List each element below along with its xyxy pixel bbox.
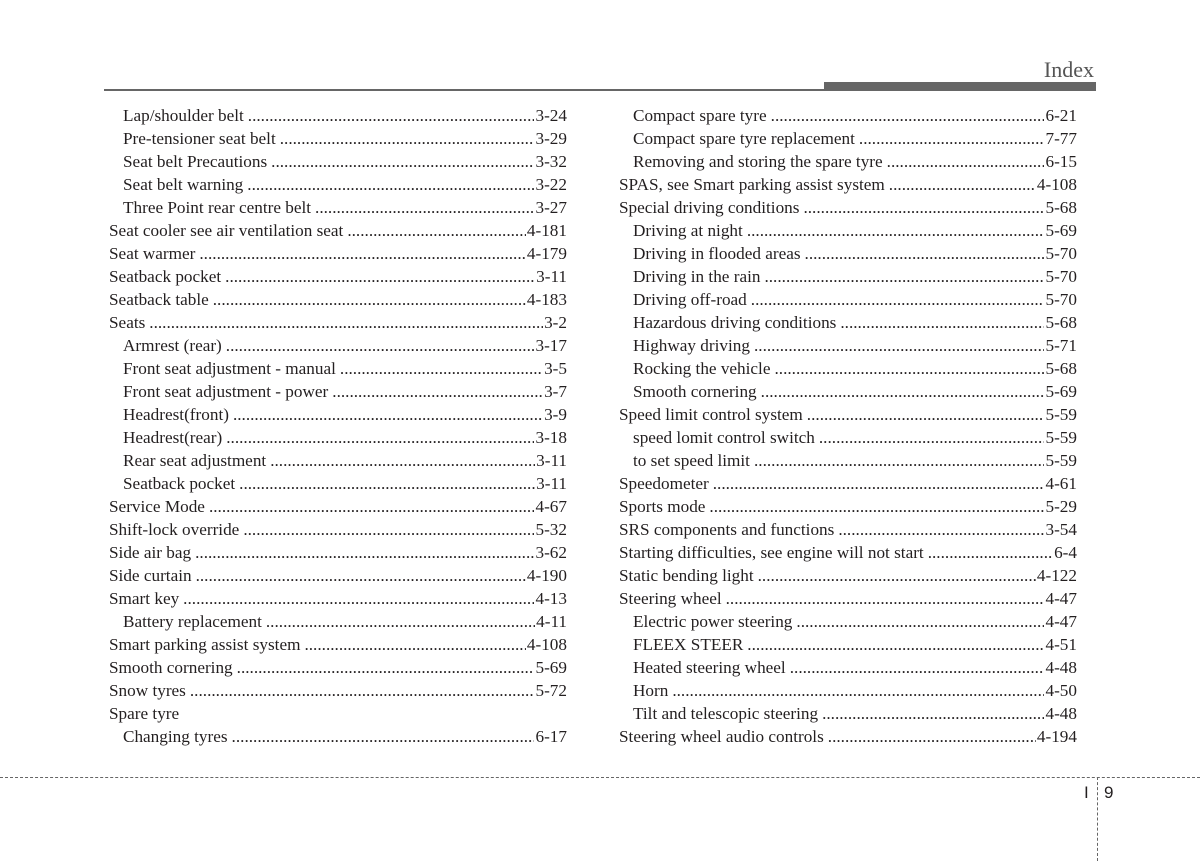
header-rule: [104, 89, 824, 91]
index-term: FLEEX STEER: [633, 635, 744, 654]
index-term: Speedometer: [619, 474, 709, 493]
header-rule-accent: [824, 82, 1096, 91]
index-page-ref: 3-5: [544, 359, 567, 378]
dot-leader: [315, 196, 534, 219]
dot-leader: [195, 541, 534, 564]
dot-leader: [713, 472, 1045, 495]
dot-leader: [266, 610, 535, 633]
index-subentry: [619, 288, 1077, 311]
index-entry: [109, 656, 567, 679]
dot-leader: [340, 357, 543, 380]
index-page-ref: 5-68: [1045, 313, 1077, 332]
index-term: Driving in flooded areas: [633, 244, 801, 263]
dot-leader: [889, 173, 1036, 196]
index-entry: [109, 564, 567, 587]
index-subentry: [109, 334, 567, 357]
index-subentry: [109, 610, 567, 633]
dot-leader: [232, 725, 535, 748]
index-page-ref: 4-181: [526, 221, 567, 240]
index-page-ref: 5-32: [535, 520, 567, 539]
index-page-ref: 3-11: [536, 451, 567, 470]
index-page-ref: 4-47: [1045, 612, 1077, 631]
index-column-left: [109, 104, 567, 748]
index-entry: [619, 495, 1077, 518]
dot-leader: [751, 288, 1045, 311]
index-term: Front seat adjustment - manual: [123, 359, 336, 378]
index-page-ref: 3-2: [544, 313, 567, 332]
index-term: Electric power steering: [633, 612, 793, 631]
index-term: Seatback pocket: [109, 267, 222, 286]
dot-leader: [807, 403, 1045, 426]
index-term: Speed limit control system: [619, 405, 803, 424]
index-term: Seatback table: [109, 290, 209, 309]
footer-section-label: I: [1084, 783, 1089, 802]
index-page-ref: 5-69: [1045, 221, 1077, 240]
dot-leader: [271, 150, 534, 173]
dot-leader: [726, 587, 1045, 610]
dot-leader: [226, 334, 535, 357]
index-entry: [619, 472, 1077, 495]
index-entry: [109, 587, 567, 610]
index-page-ref: 3-27: [535, 198, 567, 217]
index-term: SRS components and functions: [619, 520, 835, 539]
dot-leader: [304, 633, 525, 656]
index-page-ref: 4-194: [1036, 727, 1077, 746]
index-page-ref: 4-51: [1045, 635, 1077, 654]
index-page-ref: 3-29: [535, 129, 567, 148]
index-page-ref: 5-68: [1045, 359, 1077, 378]
dot-leader: [790, 656, 1045, 679]
index-page-ref: 5-71: [1045, 336, 1077, 355]
index-page-ref: 5-68: [1045, 198, 1077, 217]
dot-leader: [183, 587, 534, 610]
index-term: Headrest(rear): [123, 428, 223, 447]
index-term: Pre-tensioner seat belt: [123, 129, 276, 148]
index-subentry: [109, 104, 567, 127]
index-term: Sports mode: [619, 497, 706, 516]
index-page-ref: 4-179: [526, 244, 567, 263]
dot-leader: [225, 265, 535, 288]
index-subentry: [619, 104, 1077, 127]
index-page-ref: 4-108: [526, 635, 567, 654]
index-page-ref: 5-69: [535, 658, 567, 677]
footer-page-number: 9: [1104, 783, 1114, 802]
dot-leader: [239, 472, 535, 495]
index-entry: [619, 587, 1077, 610]
index-entry: [109, 541, 567, 564]
index-subentry: [109, 725, 567, 748]
index-term: Driving off-road: [633, 290, 747, 309]
index-term: to set speed limit: [633, 451, 750, 470]
index-term: Snow tyres: [109, 681, 186, 700]
index-term: Service Mode: [109, 497, 205, 516]
dot-leader: [149, 311, 543, 334]
footer-vertical-divider: [1097, 777, 1098, 861]
index-term: Front seat adjustment - power: [123, 382, 329, 401]
index-entry: [109, 679, 567, 702]
index-term: Side curtain: [109, 566, 192, 585]
dot-leader: [747, 219, 1045, 242]
index-term: Seat warmer: [109, 244, 196, 263]
index-entry: [619, 725, 1077, 748]
index-subentry: [619, 702, 1077, 725]
index-term: Compact spare tyre: [633, 106, 767, 125]
index-subentry: [619, 334, 1077, 357]
index-subentry: [619, 449, 1077, 472]
index-page-ref: 3-7: [544, 382, 567, 401]
dot-leader: [209, 495, 535, 518]
index-subentry: [109, 472, 567, 495]
dot-leader: [928, 541, 1053, 564]
index-term: Steering wheel audio controls: [619, 727, 824, 746]
index-entry: [109, 311, 567, 334]
index-subentry: [109, 403, 567, 426]
index-term: Tilt and telescopic steering: [633, 704, 819, 723]
index-page-ref: 5-59: [1045, 451, 1077, 470]
index-page-ref: 3-11: [536, 474, 567, 493]
index-term: Three Point rear centre belt: [123, 198, 312, 217]
index-entry: [109, 265, 567, 288]
dot-leader: [771, 104, 1045, 127]
index-entry: [619, 173, 1077, 196]
index-term: Compact spare tyre replacement: [633, 129, 855, 148]
index-entry: [109, 702, 567, 725]
index-term: speed lomit control switch: [633, 428, 815, 447]
index-subentry: [619, 265, 1077, 288]
index-page-ref: 3-54: [1045, 520, 1077, 539]
index-subentry: [109, 380, 567, 403]
index-subentry: [109, 426, 567, 449]
index-page-ref: 4-48: [1045, 704, 1077, 723]
index-term: Battery replacement: [123, 612, 262, 631]
index-page-ref: 4-11: [536, 612, 567, 631]
index-entry: [109, 242, 567, 265]
index-subentry: [109, 449, 567, 472]
dot-leader: [213, 288, 526, 311]
index-page-ref: 5-59: [1045, 428, 1077, 447]
index-term: SPAS, see Smart parking assist system: [619, 175, 885, 194]
index-entry: [109, 288, 567, 311]
index-term: Seat belt warning: [123, 175, 244, 194]
index-page-ref: 3-9: [544, 405, 567, 424]
index-page-ref: 4-190: [526, 566, 567, 585]
index-page-ref: 6-4: [1054, 543, 1077, 562]
dot-leader: [709, 495, 1044, 518]
dot-leader: [243, 518, 534, 541]
index-term: Seat cooler see air ventilation seat: [109, 221, 344, 240]
dot-leader: [774, 357, 1044, 380]
index-term: Hazardous driving conditions: [633, 313, 837, 332]
index-entry: [619, 541, 1077, 564]
index-term: Horn: [633, 681, 669, 700]
index-subentry: [619, 380, 1077, 403]
index-page-ref: 3-32: [535, 152, 567, 171]
index-page-ref: 4-183: [526, 290, 567, 309]
index-entry: [619, 564, 1077, 587]
index-subentry: [619, 426, 1077, 449]
dot-leader: [803, 196, 1044, 219]
index-term: Driving in the rain: [633, 267, 761, 286]
dot-leader: [226, 426, 534, 449]
index-term: Headrest(front): [123, 405, 229, 424]
index-page-ref: 4-67: [535, 497, 567, 516]
index-term: Starting difficulties, see engine will not start: [619, 543, 924, 562]
index-subentry: [109, 150, 567, 173]
dot-leader: [754, 334, 1045, 357]
index-term: Seats: [109, 313, 146, 332]
index-term: Driving at night: [633, 221, 743, 240]
index-page-ref: 4-122: [1036, 566, 1077, 585]
index-entry: [109, 495, 567, 518]
index-subentry: [619, 150, 1077, 173]
dot-leader: [237, 656, 535, 679]
dot-leader: [247, 173, 534, 196]
index-term: Smart parking assist system: [109, 635, 301, 654]
index-term: Removing and storing the spare tyre: [633, 152, 883, 171]
dot-leader: [248, 104, 535, 127]
dot-leader: [758, 564, 1036, 587]
index-page-ref: 5-72: [535, 681, 567, 700]
index-page-ref: 6-21: [1045, 106, 1077, 125]
index-subentry: [619, 357, 1077, 380]
index-column-right: [619, 104, 1077, 748]
index-subentry: [619, 610, 1077, 633]
index-subentry: [109, 127, 567, 150]
dot-leader: [859, 127, 1045, 150]
dot-leader: [747, 633, 1044, 656]
index-page-ref: 5-70: [1045, 267, 1077, 286]
index-term: Rear seat adjustment: [123, 451, 267, 470]
index-term: Lap/shoulder belt: [123, 106, 244, 125]
index-page-ref: 5-59: [1045, 405, 1077, 424]
index-subentry: [619, 656, 1077, 679]
index-term: Spare tyre: [109, 704, 180, 723]
dot-leader: [199, 242, 526, 265]
index-page-ref: 3-17: [535, 336, 567, 355]
dot-leader: [828, 725, 1036, 748]
index-page-ref: 4-50: [1045, 681, 1077, 700]
dot-leader: [270, 449, 535, 472]
index-term: Smooth cornering: [109, 658, 233, 677]
index-page-ref: 4-47: [1045, 589, 1077, 608]
dot-leader: [838, 518, 1044, 541]
dot-leader: [280, 127, 535, 150]
index-subentry: [619, 242, 1077, 265]
index-subentry: [619, 127, 1077, 150]
index-term: Rocking the vehicle: [633, 359, 771, 378]
index-term: Changing tyres: [123, 727, 228, 746]
index-term: Smooth cornering: [633, 382, 757, 401]
index-subentry: [109, 196, 567, 219]
index-term: Smart key: [109, 589, 180, 608]
index-entry: [109, 219, 567, 242]
index-entry: [619, 196, 1077, 219]
footer-divider: [0, 777, 1200, 778]
index-subentry: [109, 173, 567, 196]
dot-leader: [672, 679, 1044, 702]
dot-leader: [332, 380, 543, 403]
index-page-ref: 4-61: [1045, 474, 1077, 493]
index-page-ref: 3-11: [536, 267, 567, 286]
index-page-ref: 7-77: [1045, 129, 1077, 148]
dot-leader: [233, 403, 543, 426]
index-term: Shift-lock override: [109, 520, 240, 539]
dot-leader: [761, 380, 1045, 403]
index-page-ref: 4-48: [1045, 658, 1077, 677]
index-term: Seatback pocket: [123, 474, 236, 493]
index-term: Steering wheel: [619, 589, 722, 608]
index-page-ref: 5-69: [1045, 382, 1077, 401]
index-page-ref: 4-13: [535, 589, 567, 608]
index-page-ref: 3-24: [535, 106, 567, 125]
dot-leader: [347, 219, 526, 242]
index-page-ref: 3-22: [535, 175, 567, 194]
index-subentry: [109, 357, 567, 380]
index-entry: [109, 633, 567, 656]
index-page-ref: 4-108: [1036, 175, 1077, 194]
index-term: Heated steering wheel: [633, 658, 786, 677]
index-page-ref: 5-70: [1045, 290, 1077, 309]
dot-leader: [822, 702, 1044, 725]
index-page-ref: 5-70: [1045, 244, 1077, 263]
index-subentry: [619, 219, 1077, 242]
index-subentry: [619, 679, 1077, 702]
dot-leader: [840, 311, 1044, 334]
index-term: Armrest (rear): [123, 336, 222, 355]
index-term: Static bending light: [619, 566, 754, 585]
index-term: Side air bag: [109, 543, 192, 562]
index-entry: [619, 518, 1077, 541]
page-header-title: Index: [1043, 57, 1094, 82]
dot-leader: [796, 610, 1044, 633]
index-subentry: [619, 633, 1077, 656]
dot-leader: [805, 242, 1045, 265]
dot-leader: [754, 449, 1045, 472]
index-entry: [619, 403, 1077, 426]
index-page-ref: 3-62: [535, 543, 567, 562]
index-page-ref: 6-15: [1045, 152, 1077, 171]
index-term: Seat belt Precautions: [123, 152, 268, 171]
index-term: Special driving conditions: [619, 198, 800, 217]
index-subentry: [619, 311, 1077, 334]
index-page-ref: 5-29: [1045, 497, 1077, 516]
index-page-ref: 3-18: [535, 428, 567, 447]
dot-leader: [196, 564, 526, 587]
index-page-ref: 6-17: [535, 727, 567, 746]
index-term: Highway driving: [633, 336, 750, 355]
dot-leader: [819, 426, 1045, 449]
index-entry: [109, 518, 567, 541]
dot-leader: [764, 265, 1044, 288]
dot-leader: [190, 679, 535, 702]
dot-leader: [887, 150, 1045, 173]
